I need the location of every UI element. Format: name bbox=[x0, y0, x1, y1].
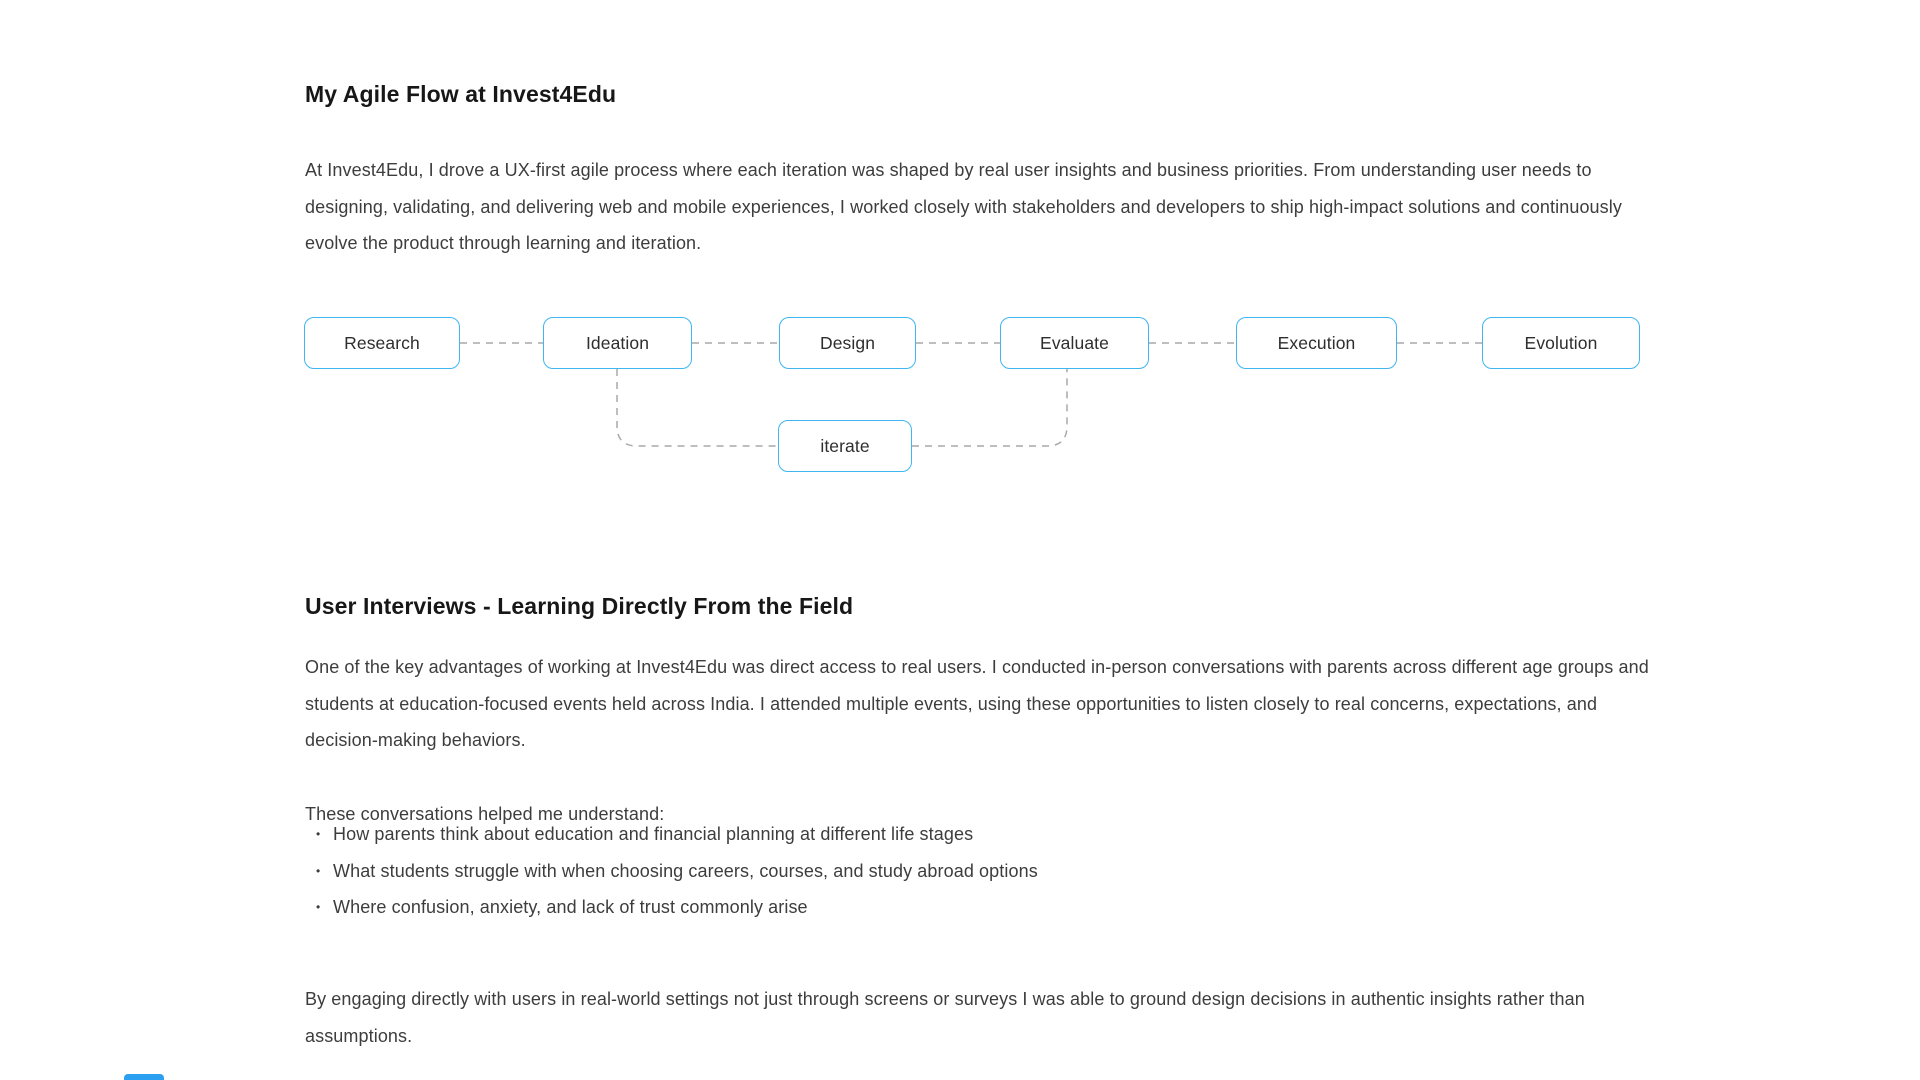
partial-blue-element bbox=[124, 1074, 164, 1080]
agile-section-paragraph: At Invest4Edu, I drove a UX-first agile process where each iteration was shaped by real user insights and business priorities. From understanding user needs to designing, validating, and delivering web and mobile experiences, I worked closely with stakeholders and developers to ship high-impact solutions and continuously evolve the product through learning and iteration. bbox=[305, 160, 1622, 254]
interviews-section-paragraph: One of the key advantages of working at Invest4Edu was direct access to real users. I conducted in-person conversations with parents across different age groups and students at education-focused events held across India. I attended multiple events, using these opportunities to listen closely to real concerns, expectations, and decision-making behaviors. bbox=[305, 657, 1649, 751]
flow-node-evolution: Evolution bbox=[1482, 317, 1640, 369]
bullet-item: • How parents think about education and financial planning at different life stages bbox=[305, 816, 1650, 853]
interviews-bullet-list bbox=[305, 816, 1650, 926]
agile-flow-diagram bbox=[0, 0, 1920, 520]
flow-node-evaluate: Evaluate bbox=[1000, 317, 1149, 369]
bullet-item: • What students struggle with when choosing careers, courses, and study abroad options bbox=[305, 853, 1650, 890]
interviews-list-intro: These conversations helped me understand: bbox=[305, 804, 665, 824]
flow-node-iterate: iterate bbox=[778, 420, 912, 472]
interviews-section-title: User Interviews - Learning Directly From the Field bbox=[305, 593, 854, 620]
flow-node-execution: Execution bbox=[1236, 317, 1397, 369]
bullet-item: • Where confusion, anxiety, and lack of trust commonly arise bbox=[305, 889, 1650, 926]
flow-node-ideation: Ideation bbox=[543, 317, 692, 369]
flow-connectors bbox=[0, 0, 1920, 520]
interviews-closing-paragraph: By engaging directly with users in real-world settings not just through screens or surveys I was able to ground design decisions in authentic insights rather than assumptions. bbox=[305, 989, 1585, 1046]
flow-node-design: Design bbox=[779, 317, 916, 369]
flow-node-research: Research bbox=[304, 317, 460, 369]
agile-section-title: My Agile Flow at Invest4Edu bbox=[305, 81, 617, 108]
